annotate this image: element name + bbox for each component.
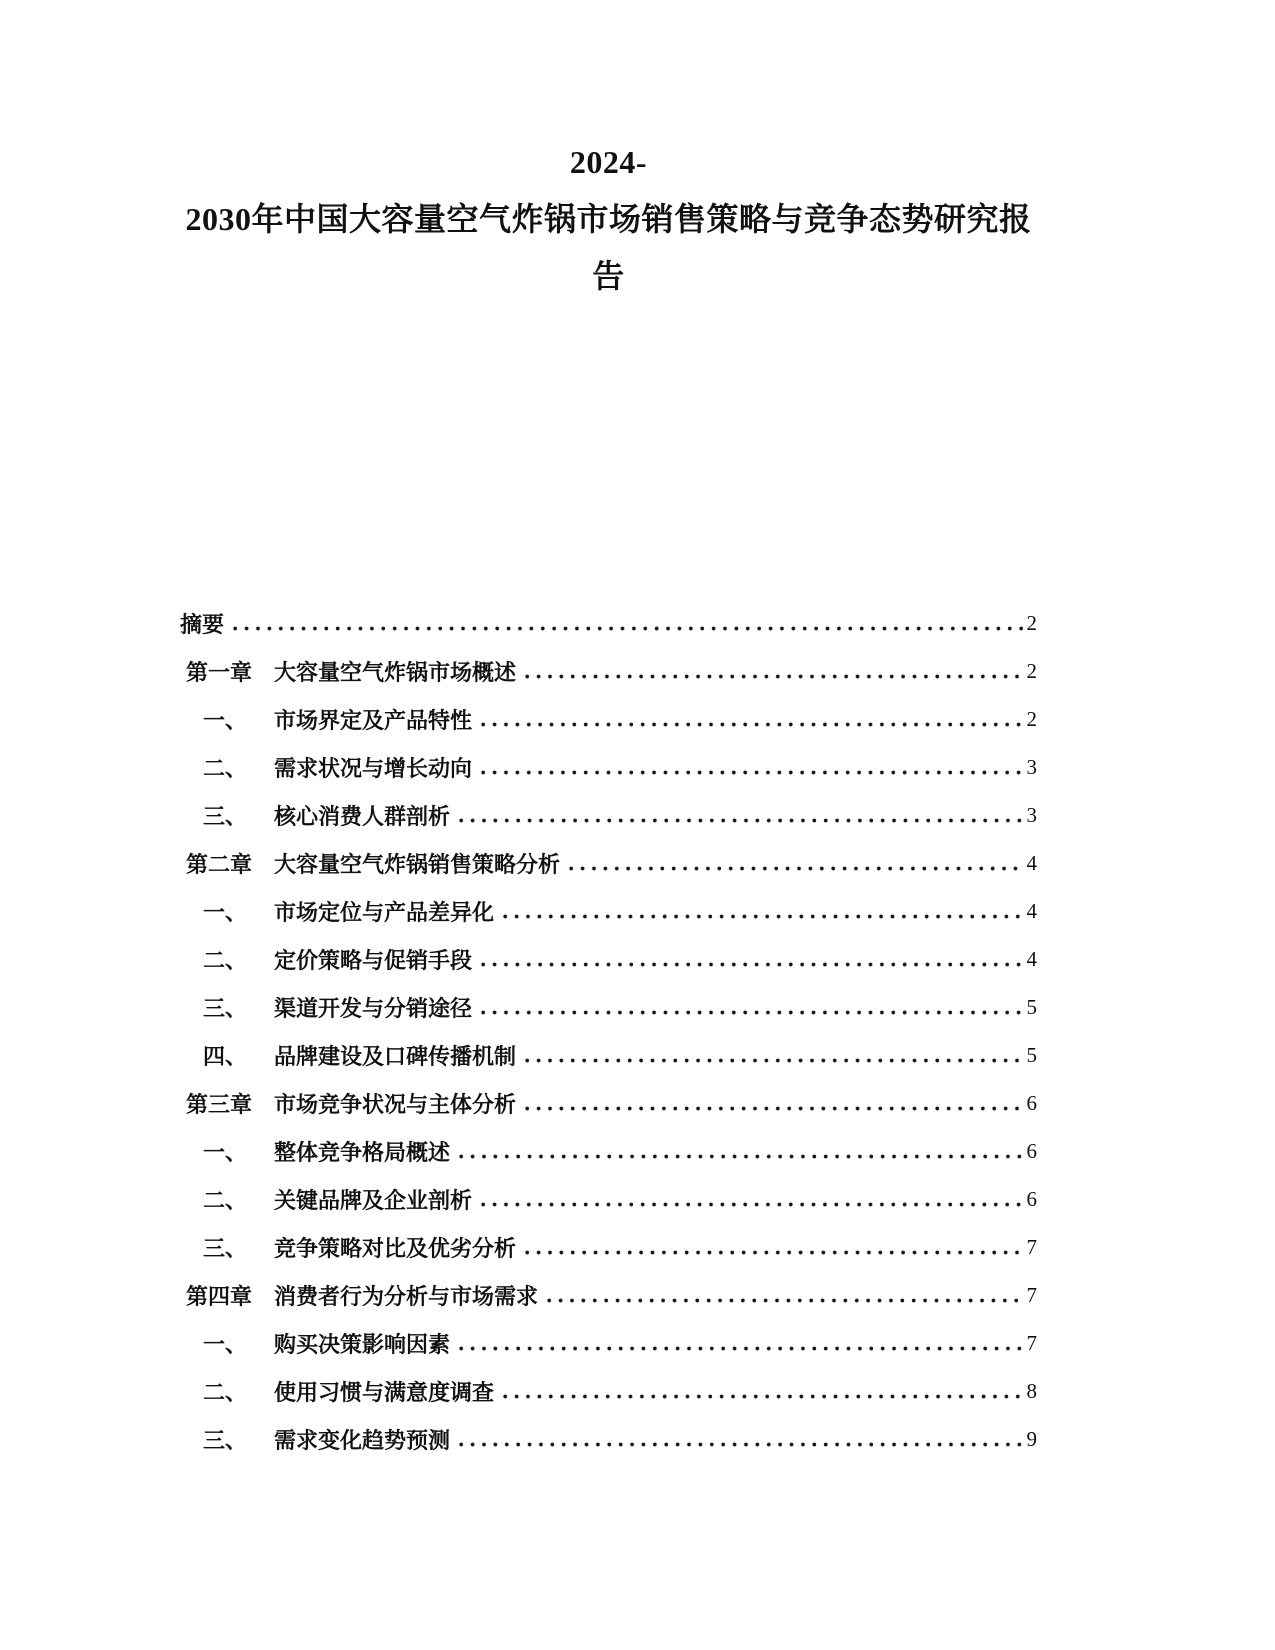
- toc-entry-number: 三、: [203, 1235, 248, 1261]
- dotted-leader: [233, 626, 1023, 631]
- toc-entry-title: 市场界定及产品特性: [274, 707, 473, 733]
- toc-entry-number: 第三章: [186, 1091, 253, 1117]
- toc-entry: [180, 983, 1037, 1031]
- toc-entry-page-number: 3: [1026, 802, 1037, 827]
- toc-entry: [180, 1319, 1037, 1367]
- dotted-leader: [525, 674, 1023, 679]
- dotted-leader: [525, 1250, 1023, 1255]
- report-title-line1: 2024-: [569, 144, 648, 180]
- toc-entry-title: 市场定位与产品差异化: [274, 899, 495, 925]
- toc-entry: [180, 1415, 1037, 1463]
- toc-entry: [180, 647, 1037, 695]
- toc-entry-title: 整体竞争格局概述: [274, 1139, 451, 1165]
- toc-entry: [180, 1127, 1037, 1175]
- dotted-leader: [569, 866, 1023, 871]
- toc-entry: [180, 1367, 1037, 1415]
- dotted-leader: [525, 1106, 1023, 1111]
- toc-entry: [180, 695, 1037, 743]
- toc-entry-title: 摘要: [180, 611, 225, 637]
- toc-entry-title: 需求变化趋势预测: [274, 1427, 451, 1453]
- toc-entry: [180, 1175, 1037, 1223]
- dotted-leader: [481, 722, 1023, 727]
- toc-entry-page-number: 5: [1026, 1042, 1037, 1067]
- toc-entry-page-number: 2: [1026, 610, 1037, 635]
- toc-entry: [180, 1031, 1037, 1079]
- toc-entry-page-number: 6: [1026, 1138, 1037, 1163]
- toc-entry-page-number: 7: [1026, 1282, 1037, 1307]
- report-title: [180, 134, 1037, 305]
- toc-entry-title: 大容量空气炸锅市场概述: [274, 659, 517, 685]
- toc-entry: [180, 839, 1037, 887]
- toc-entry: [180, 743, 1037, 791]
- toc-entry: [180, 1223, 1037, 1271]
- toc-entry-number: 二、: [203, 755, 248, 781]
- toc-entry: [180, 1271, 1037, 1319]
- toc-entry-page-number: 4: [1026, 946, 1037, 971]
- toc-entry: [180, 1079, 1037, 1127]
- dotted-leader: [481, 770, 1023, 775]
- toc-entry: [180, 599, 1037, 647]
- dotted-leader: [459, 1442, 1023, 1447]
- toc-entry-number: 三、: [203, 995, 248, 1021]
- toc-entry-title: 核心消费人群剖析: [274, 803, 451, 829]
- toc-entry-page-number: 8: [1026, 1378, 1037, 1403]
- toc-entry: [180, 935, 1037, 983]
- toc-entry-title: 关键品牌及企业剖析: [274, 1187, 473, 1213]
- toc-entry-number: 三、: [203, 803, 248, 829]
- report-title-line2: 2030年中国大容量空气炸锅市场销售策略与竞争态势研究报: [185, 201, 1032, 237]
- toc-entry-title: 竞争策略对比及优劣分析: [274, 1235, 517, 1261]
- report-title-line3: 告: [592, 258, 625, 294]
- toc-entry-title: 大容量空气炸锅销售策略分析: [274, 851, 561, 877]
- dotted-leader: [481, 962, 1023, 967]
- toc-entry-number: 第四章: [186, 1283, 253, 1309]
- table-of-contents: [180, 599, 1037, 1463]
- dotted-leader: [503, 914, 1023, 919]
- toc-entry-title: 定价策略与促销手段: [274, 947, 473, 973]
- dotted-leader: [481, 1202, 1023, 1207]
- dotted-leader: [459, 818, 1023, 823]
- toc-entry-number: 一、: [203, 1331, 248, 1357]
- toc-entry-page-number: 6: [1026, 1090, 1037, 1115]
- toc-entry-number: 一、: [203, 899, 248, 925]
- dotted-leader: [459, 1154, 1023, 1159]
- dotted-leader: [547, 1298, 1023, 1303]
- toc-entry-page-number: 3: [1026, 754, 1037, 779]
- toc-entry-page-number: 4: [1026, 850, 1037, 875]
- toc-entry-page-number: 2: [1026, 658, 1037, 683]
- toc-entry-number: 第一章: [186, 659, 253, 685]
- toc-entry-title: 消费者行为分析与市场需求: [274, 1283, 539, 1309]
- dotted-leader: [459, 1346, 1023, 1351]
- dotted-leader: [525, 1058, 1023, 1063]
- toc-entry-title: 品牌建设及口碑传播机制: [274, 1043, 517, 1069]
- toc-entry-page-number: 7: [1026, 1330, 1037, 1355]
- toc-entry-number: 一、: [203, 1139, 248, 1165]
- toc-entry-number: 四、: [203, 1043, 248, 1069]
- toc-entry-number: 二、: [203, 947, 248, 973]
- toc-entry-page-number: 9: [1026, 1426, 1037, 1451]
- toc-entry-title: 需求状况与增长动向: [274, 755, 473, 781]
- toc-entry-page-number: 4: [1026, 898, 1037, 923]
- toc-entry-number: 三、: [203, 1427, 248, 1453]
- toc-entry-number: 第二章: [186, 851, 253, 877]
- toc-entry-page-number: 2: [1026, 706, 1037, 731]
- toc-entry: [180, 791, 1037, 839]
- toc-entry-title: 购买决策影响因素: [274, 1331, 451, 1357]
- toc-entry-page-number: 7: [1026, 1234, 1037, 1259]
- toc-entry-number: 一、: [203, 707, 248, 733]
- toc-entry-title: 渠道开发与分销途径: [274, 995, 473, 1021]
- dotted-leader: [503, 1394, 1023, 1399]
- toc-entry-title: 市场竞争状况与主体分析: [274, 1091, 517, 1117]
- toc-entry-title: 使用习惯与满意度调查: [274, 1379, 495, 1405]
- dotted-leader: [481, 1010, 1023, 1015]
- toc-entry: [180, 887, 1037, 935]
- toc-entry-number: 二、: [203, 1187, 248, 1213]
- toc-entry-page-number: 6: [1026, 1186, 1037, 1211]
- toc-entry-page-number: 5: [1026, 994, 1037, 1019]
- toc-entry-number: 二、: [203, 1379, 248, 1405]
